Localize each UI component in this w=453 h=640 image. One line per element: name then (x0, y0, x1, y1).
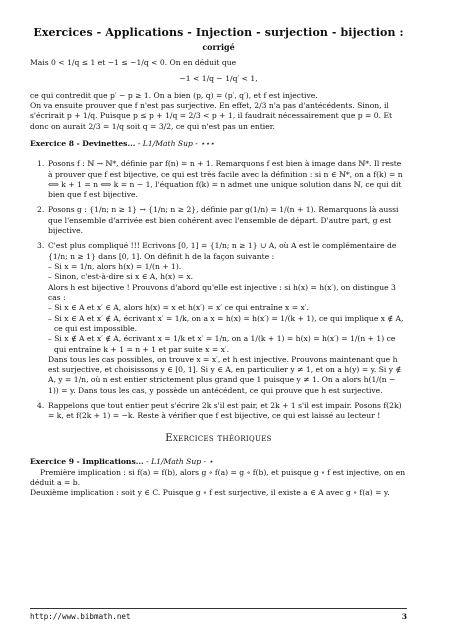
item-text: Rappelons que tout entier peut s'écrire 2k s'il est pair, et 2k + 1 s'il est impair. Posons f(2k) = k, et f(2k + 1) = −k. Reste à vérifier que f est bijective, ce qui est laissé au lecteur ! (48, 401, 402, 421)
list-item (37, 205, 407, 236)
page-header (30, 26, 407, 53)
list-item (37, 401, 407, 422)
page-number: 3 (401, 612, 407, 621)
exercise-8-label: Exercice 8 (30, 138, 75, 148)
item-sub-2: – Sinon, c'est-à-dire si x ∈ A, h(x) = x. (48, 272, 194, 282)
item-text: Posons f : ℕ → ℕ*, définie par f(n) = n + 1. Remarquons f est bien à image dans ℕ*. Il reste à prouver que f est bijective, ce qui est très facile avec la définition : si n ∈ ℕ*, on a f(k) = n ⟺ k + 1 = n ⟺ k = n − 1, l'équation f(k) = n admet une unique solution dans ℕ, ce qui dit bien que f est bijective. (48, 159, 403, 200)
item-text: C'est plus compliqué !!! Ecrivons [0, 1] = {1/n; n ≥ 1} ∪ A, où A est le complémentaire de {1/n; n ≥ 1} dans [0, 1]. On définit h de la façon suivante : (48, 241, 397, 261)
intro-paragraph-3: On va ensuite prouver que f n'est pas surjective. En effet, 2/3 n'a pas d'antécédents. Sinon, il s'écrirait p + 1/q. Puisque p ≤ p + 1/q = 2/3 < p + 1, il faudrait nécessairement que p = 0. Et donc on aurait 2/3 = 1/q soit q = 3/2, ce qui n'est pas un entier. (30, 100, 393, 131)
intro-paragraph-1: Mais 0 < 1/q ≤ 1 et −1 ≤ −1/q < 0. On en déduit que (30, 58, 237, 67)
item-number: 1. (37, 159, 45, 169)
footer-url-link[interactable]: http://www.bibmath.net (30, 612, 131, 621)
list-item (37, 241, 407, 396)
item-number: 2. (37, 205, 45, 215)
item-sub-1: – Si x = 1/n, alors h(x) = 1/(n + 1). (48, 262, 182, 271)
exercise-8-title: - Devinettes... (76, 138, 136, 148)
exercise-8-tag: - L1/Math Sup - ⋆⋆⋆ (137, 138, 215, 148)
item-number: 4. (37, 401, 45, 411)
item-case-3: – Si x ∉ A et x′ ∉ A, écrivant x = 1/k et x′ = 1/n, on a 1/(k + 1) = h(x) = h(x′) = 1/(n + 1) ce qui entraîne k + 1 = n + 1 et par suite x = x′. (48, 334, 396, 354)
item-case-2: – Si x ∈ A et x′ ∉ A, écrivant x′ = 1/k, on a x = h(x) = h(x′) = 1/(k + 1), ce qui implique x ∉ A, ce qui est impossible. (48, 313, 404, 333)
item-case-1: – Si x ∈ A et x′ ∈ A, alors h(x) = x et h(x′) = x′ ce qui entraîne x = x′. (48, 303, 309, 313)
page-footer (30, 608, 407, 622)
item-text-2: Alors h est bijective ! Prouvons d'abord qu'elle est injective : si h(x) = h(x′), on distingue 3 cas : (48, 282, 396, 302)
page-subtitle: corrigé (202, 41, 235, 52)
exercise-9-heading (30, 457, 407, 467)
exercise-8-heading (30, 139, 407, 149)
exercise-9-tag: - L1/Math Sup - ⋆ (146, 457, 214, 467)
exercise-9-label: Exercice 9 (30, 457, 75, 467)
intro-paragraph-2: ce qui contredit que p′ − p ≥ 1. On a bien (p, q) = (p′, q′), et f est injective. (30, 90, 318, 100)
document-body (30, 58, 407, 499)
item-text: Posons g : {1/n; n ≥ 1} → {1/n; n ≥ 2}, définie par g(1/n) = 1/(n + 1). Remarquons là aussi que l'ensemble d'arrivée est bien cohérent avec l'ensemble de départ. D'autre part, g est bijective. (48, 205, 399, 236)
section-title: Exercices théoriques (165, 432, 272, 444)
item-number: 3. (37, 241, 45, 251)
exercise-9-paragraph-2: Deuxième implication : soit y ∈ C. Puisque g ∘ f est surjective, il existe a ∈ A avec g ∘ f(a) = y. (30, 488, 390, 498)
exercise-8-list (30, 159, 407, 422)
exercise-9-paragraph-1: Première implication : si f(a) = f(b), alors g ∘ f(a) = g ∘ f(b), et puisque g ∘ f est injective, on en déduit a = b. (30, 467, 406, 487)
intro-formula: −1 < 1/q − 1/q′ < 1, (179, 74, 258, 84)
list-item (37, 159, 407, 200)
page-title: Exercices - Applications - Injection - surjection - bijection : (33, 26, 404, 39)
item-text-3: Dans tous les cas possibles, on trouve x = x′, et h est injective. Prouvons maintenant que h est surjective, et choisissons y ∈ [0, 1]. Si y ∈ A, en particulier y ≠ 1, et on a h(y) = y. Si y ∉ A, y = 1/n, où n est entier strictement plus grand que 1 puisque y ≠ 1. On a alors h(1/(n − 1)) = y. Dans tous les cas, y possède un antécédent, ce qui prouve que h est surjective. (48, 354, 402, 395)
exercise-9-title: - Implications... (76, 457, 144, 467)
